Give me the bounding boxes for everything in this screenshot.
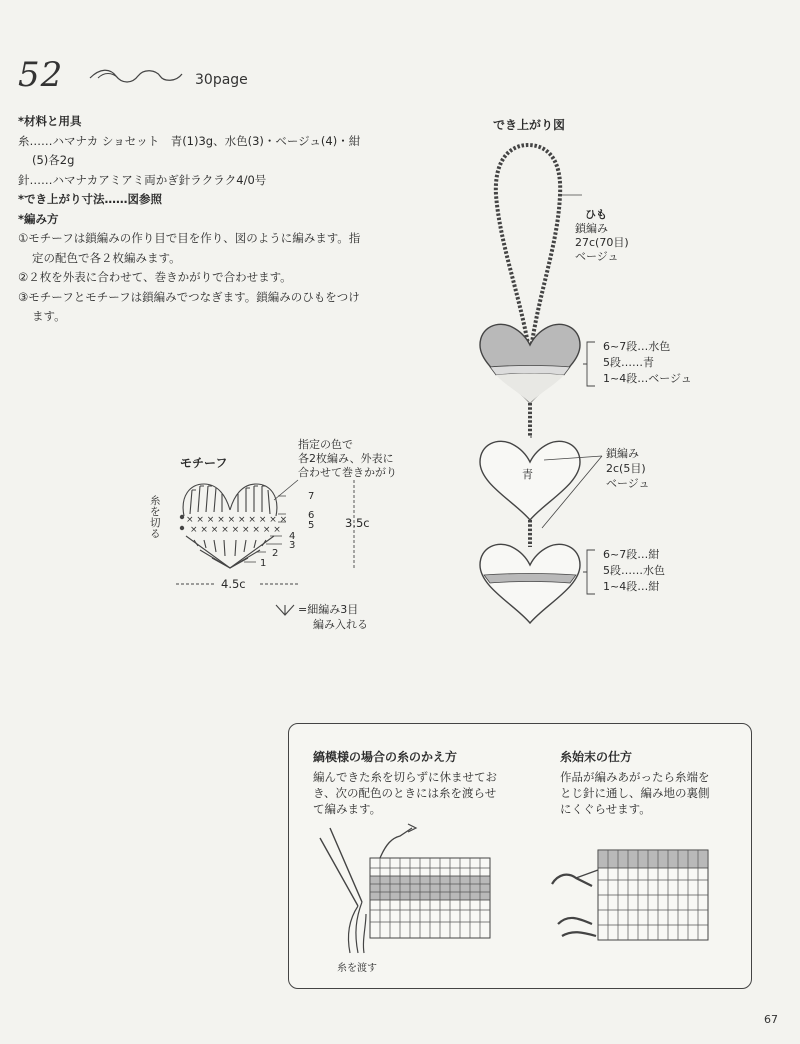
finished-diagram bbox=[470, 135, 590, 625]
svg-text:× × × × × × × × × ×: × × × × × × × × × × bbox=[186, 515, 288, 525]
stripe-caption: 糸を渡す bbox=[337, 963, 377, 974]
bracket-heart-bottom bbox=[583, 548, 597, 596]
strap-label-length: 27c(70目) bbox=[575, 236, 629, 249]
page-number: 67 bbox=[764, 1013, 778, 1026]
motif-note-line-2: 各2枚編み、外表に bbox=[298, 452, 394, 465]
bracket-heart-top bbox=[583, 340, 597, 388]
height-value: 3.5c bbox=[345, 516, 370, 530]
materials-line: *でき上がり寸法……図参照 bbox=[18, 192, 163, 206]
row-number-7: 7 bbox=[308, 491, 315, 502]
yarn-finishing-illustration bbox=[548, 840, 718, 950]
row-number-2: 2 bbox=[272, 548, 279, 559]
width-value: 4.5c bbox=[221, 577, 246, 591]
materials-line: *材料と用具 bbox=[18, 114, 82, 128]
row-number-4: 4 bbox=[289, 531, 296, 542]
stripe-tip-body: 編んできた糸を切らずに休ませてお き、次の配色のときには糸を渡らせ て編みます。 bbox=[313, 770, 497, 816]
stripe-tip-title: 縞模様の場合の糸のかえ方 bbox=[313, 750, 458, 764]
chain-label-length: 2c(5目) bbox=[606, 462, 646, 475]
strap-label-line: 鎖編み bbox=[575, 222, 608, 235]
motif-note-line-3: 合わせて巻きかがり bbox=[298, 466, 397, 479]
page-reference: 30page bbox=[195, 72, 248, 88]
heart-middle-color: 青 bbox=[522, 468, 533, 481]
materials-line: ます。 bbox=[32, 309, 66, 323]
heart-bottom-row-b: 5段……水色 bbox=[603, 564, 665, 577]
heart-top-row-b: 5段……青 bbox=[603, 356, 654, 369]
chain-leader-lines bbox=[536, 452, 606, 532]
materials-line: ①モチーフは鎖編みの作り目で目を作り、図のように編みます。指 bbox=[18, 231, 361, 245]
finish-tip-body: 作品が編みあがったら糸端を とじ針に通し、編み地の裏側 にくぐらせます。 bbox=[560, 770, 710, 816]
pattern-number: 52 bbox=[18, 55, 64, 95]
materials-line: *編み方 bbox=[18, 211, 59, 226]
row-number-1: 1 bbox=[260, 558, 267, 569]
flourish-ornament bbox=[86, 62, 186, 90]
materials-line: ②２枚を外表に合わせて、巻きかがりで合わせます。 bbox=[18, 270, 292, 284]
strap-chain bbox=[496, 145, 560, 350]
chain-label-color: ベージュ bbox=[606, 477, 650, 490]
finish-tip-title: 糸始末の仕方 bbox=[560, 750, 633, 764]
strap-label-color: ベージュ bbox=[575, 250, 619, 263]
legend-line-1: =細編み3目 bbox=[298, 603, 359, 616]
motif-note-line-1: 指定の色で bbox=[298, 438, 353, 451]
stripe-change-illustration bbox=[300, 818, 500, 958]
materials-line: 針……ハマナカアミアミ両かぎ針ラクラク4/0号 bbox=[18, 172, 267, 187]
heart-bottom-row-c: 1~4段…紺 bbox=[603, 580, 660, 593]
cut-yarn-label: 糸 を 切 る bbox=[150, 495, 161, 540]
row-number-3: 3 bbox=[289, 540, 296, 551]
motif-title: モチーフ bbox=[180, 456, 228, 470]
motif-stitch-chart bbox=[170, 476, 300, 576]
heart-bottom bbox=[480, 544, 580, 623]
three-sc-symbol-icon bbox=[274, 603, 296, 617]
materials-line: ③モチーフとモチーフは鎖編みでつなぎます。鎖編みのひもをつけ bbox=[18, 289, 360, 304]
heart-top-row-c: 1~4段…ベージュ bbox=[603, 372, 692, 385]
row-number-6: 6 bbox=[308, 510, 315, 521]
heart-top-row-a: 6~7段…水色 bbox=[603, 340, 671, 353]
svg-text:× × × × × × × × ×: × × × × × × × × × bbox=[190, 525, 281, 535]
materials-line: 糸……ハマナカ ショセット 青(1)3g、水色(3)・ベージュ(4)・紺 bbox=[18, 133, 361, 148]
heart-bottom-row-a: 6~7段…紺 bbox=[603, 548, 660, 561]
strap-label-title: ひも bbox=[585, 208, 607, 221]
materials-line: 定の配色で各２枚編みます。 bbox=[32, 250, 181, 265]
heart-top bbox=[480, 324, 580, 403]
row-number-5: 5 bbox=[308, 520, 315, 531]
materials-section bbox=[18, 112, 363, 327]
finished-diagram-title: でき上がり図 bbox=[493, 118, 566, 132]
materials-line: (5)各2g bbox=[32, 153, 75, 167]
chain-label-title: 鎖編み bbox=[606, 447, 639, 460]
legend-line-2: 編み入れる bbox=[313, 618, 368, 631]
